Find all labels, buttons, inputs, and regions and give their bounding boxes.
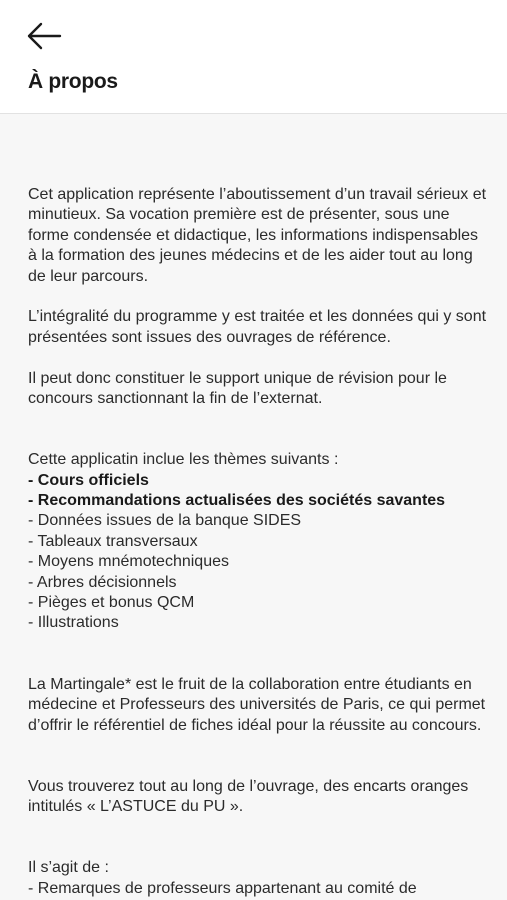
list-item: - Tableaux transversaux — [28, 532, 198, 550]
page-title: À propos — [28, 70, 118, 93]
programme-paragraph: L’intégralité du programme y est traitée et les données qui y sont présentées sont issues des ouvrages de référence. — [28, 308, 487, 346]
list-item: - Cours officiels — [28, 471, 149, 489]
themes-list — [28, 471, 491, 634]
arrow-left-icon — [26, 22, 62, 50]
back-button[interactable] — [22, 16, 66, 56]
list-item: - Pièges et bonus QCM — [28, 594, 195, 612]
encarts-paragraph: Vous trouverez tout au long de l’ouvrage, des encarts oranges intitulés « L’ASTUCE du PU ». — [28, 777, 469, 816]
intro-paragraph: Cet application représente l’aboutissement d’un travail sérieux et minutieux. Sa vocation première est de présenter, sous une forme condensée et didactique, les informations indispensables à la formation des jeunes médecins et de les aider tout au long de leur parcours. — [28, 186, 487, 285]
list-item: - Recommandations actualisées des sociétés savantes — [28, 492, 446, 510]
list-item: - Remarques de professeurs appartenant au comité de — [28, 879, 417, 897]
support-paragraph: Il peut donc constituer le support unique de révision pour le concours sanctionnant la fin de l’externat. — [28, 369, 447, 408]
sagit-intro: Il s’agit de : — [28, 859, 109, 877]
header — [0, 0, 507, 114]
list-item: - Arbres décisionnels — [28, 573, 177, 591]
martingale-paragraph: La Martingale* est le fruit de la collaboration entre étudiants en médecine et Professeurs des universités de Paris, ce qui permet d’offrir le référentiel de fiches idéal pour la réussite au concours. — [28, 675, 486, 734]
list-item: - Données issues de la banque SIDES — [28, 512, 302, 530]
themes-intro: Cette applicatin inclue les thèmes suivants : — [28, 451, 339, 469]
list-item: - Illustrations — [28, 614, 119, 632]
about-content[interactable] — [0, 114, 507, 900]
list-item: - Moyens mnémotechniques — [28, 553, 229, 571]
sagit-list — [28, 879, 491, 899]
